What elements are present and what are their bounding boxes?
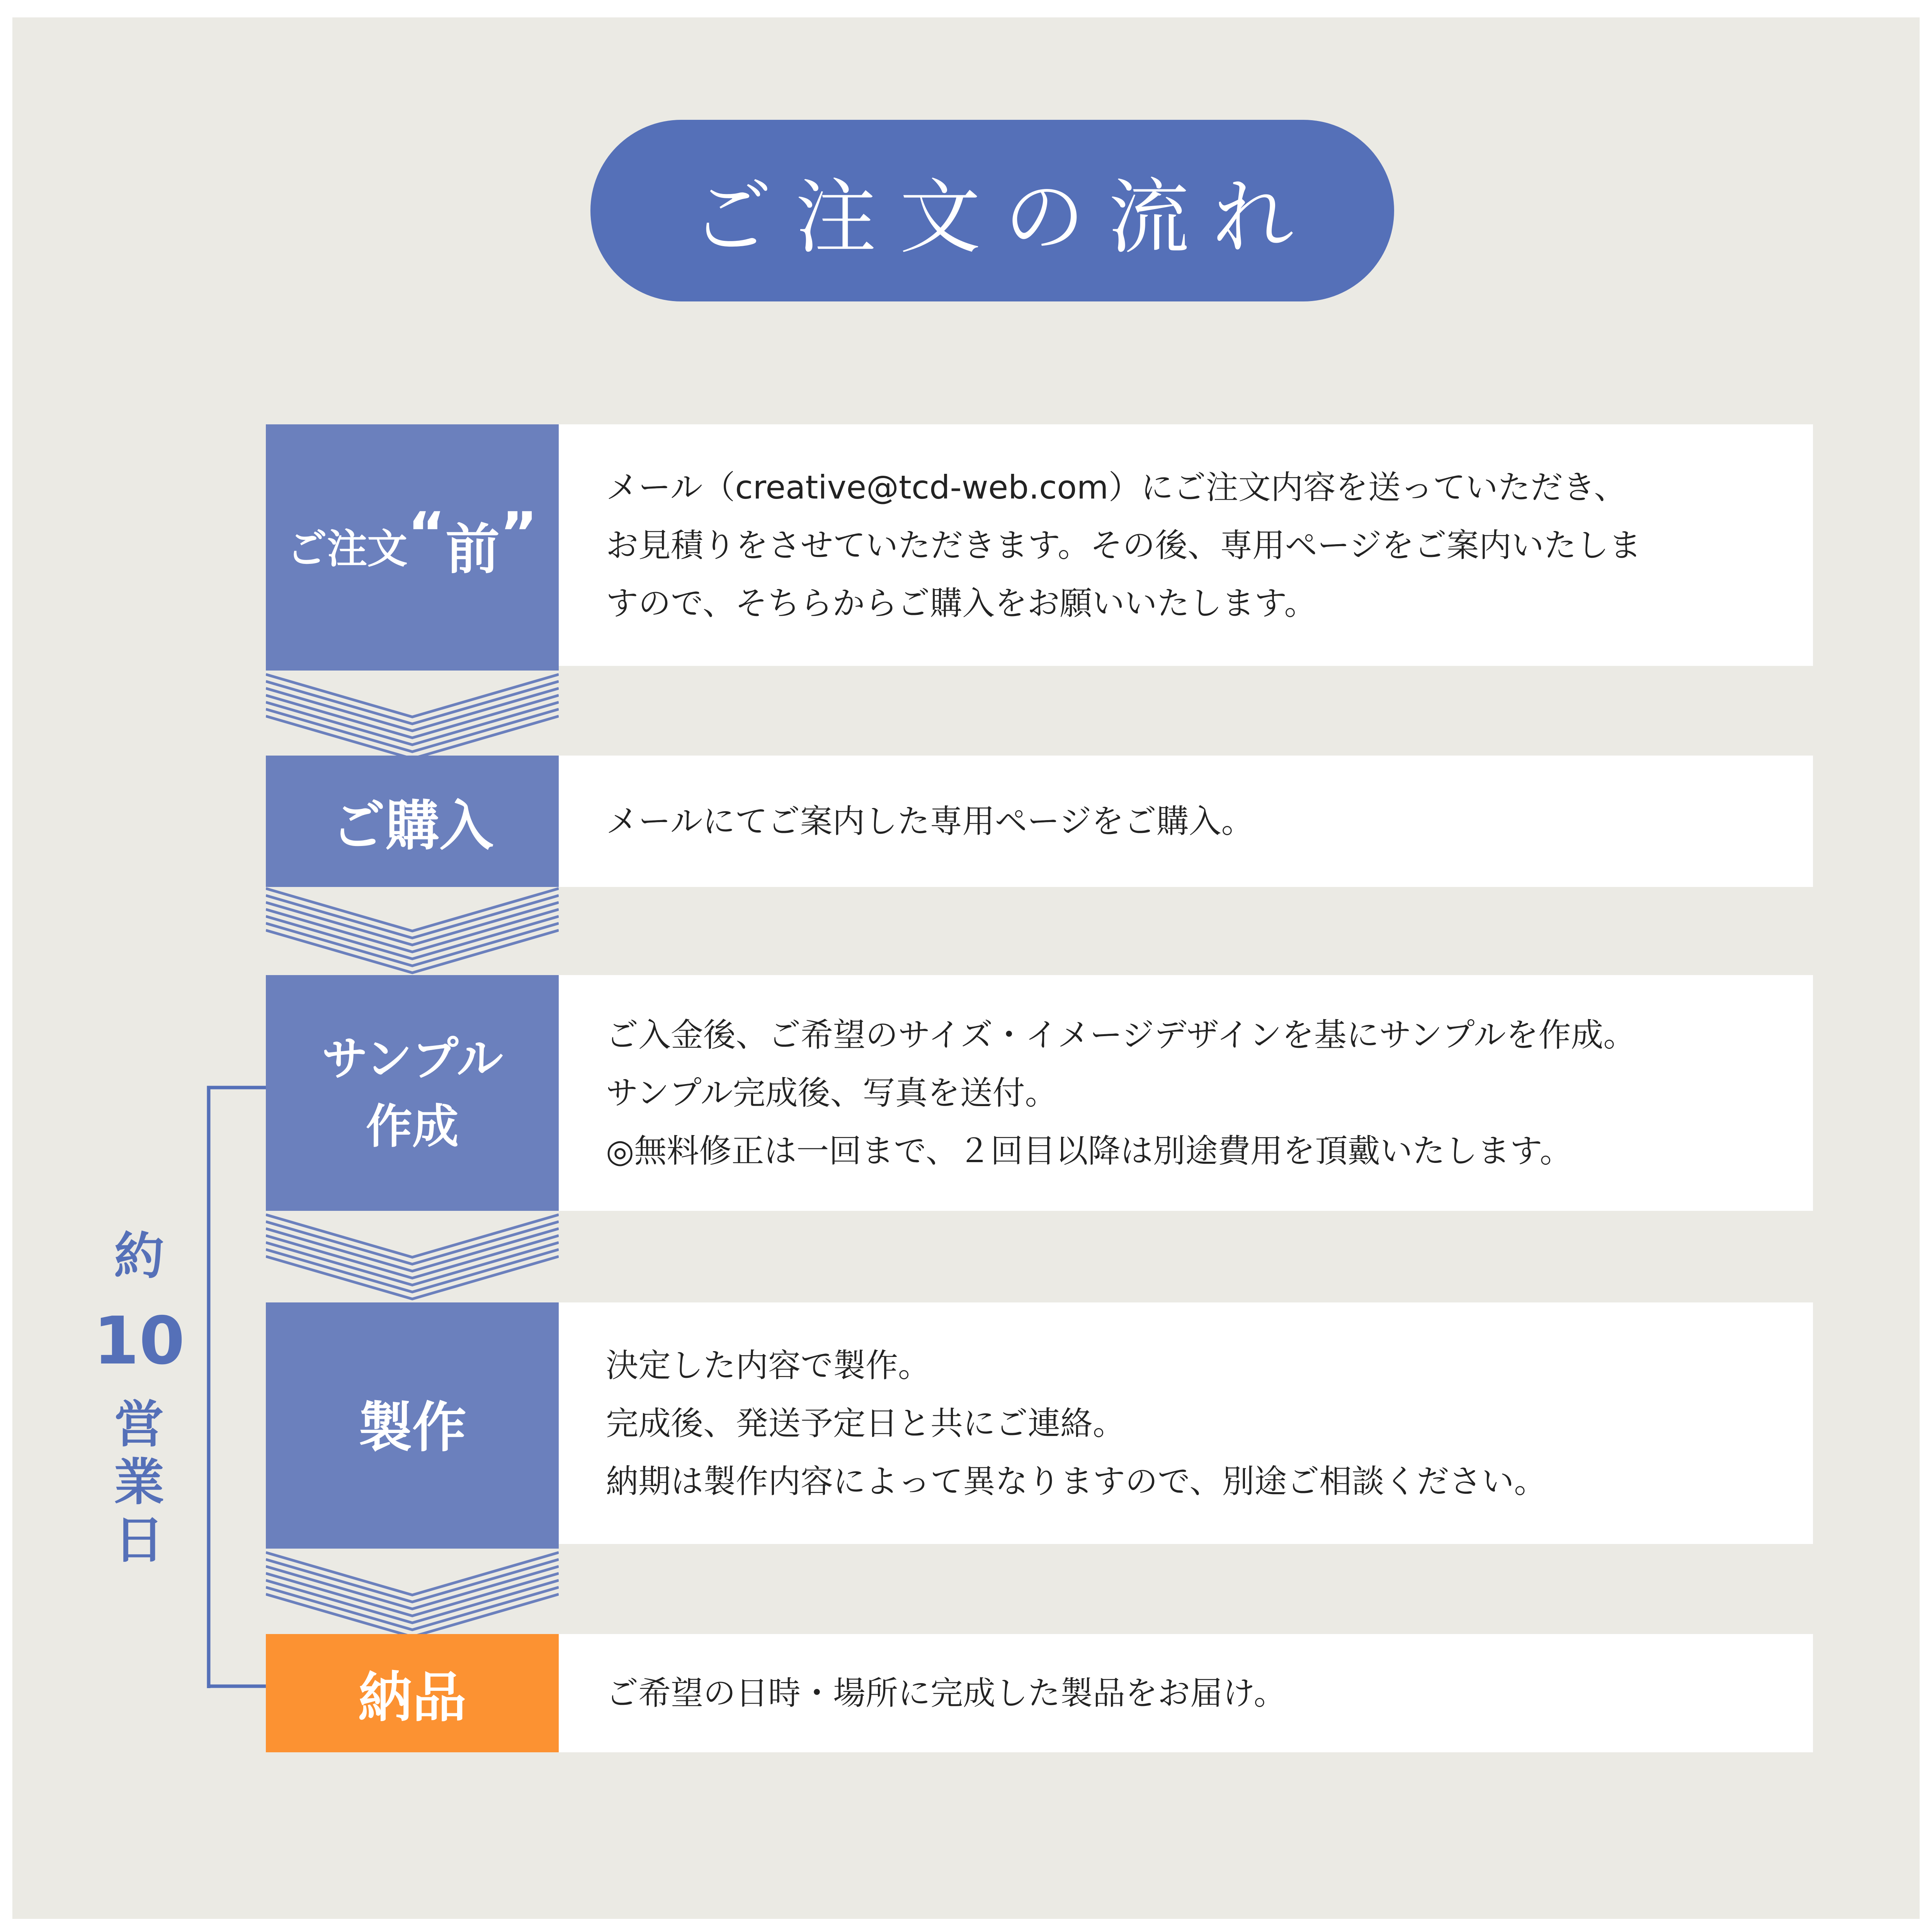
step-description-production (559, 1302, 1813, 1544)
step-arrow-down-icon (266, 887, 559, 976)
step-label-delivery-text: 納品 (358, 1666, 466, 1729)
duration-unit-3: 日 (114, 1511, 164, 1569)
step-description-pre-order (559, 424, 1813, 666)
step-label-sample-line2: 作成 (366, 1100, 459, 1154)
step-label-delivery (266, 1634, 559, 1752)
step-label-pre-order (266, 424, 559, 666)
step-arrow-down-icon (266, 666, 559, 763)
step-label-purchase (266, 756, 559, 887)
description-line: お見積りをさせていただきます。その後、専用ページをご案内いたしま (606, 526, 1641, 564)
description-line: ご入金後、ご希望のサイズ・イメージデザインを基にサンプルを作成。 (606, 1016, 1636, 1054)
step-description-sample (559, 975, 1813, 1211)
step-description-delivery (559, 1634, 1813, 1752)
description-line: 納期は製作内容によって異なりますので、別途ご相談ください。 (606, 1462, 1547, 1500)
step-label-sample-line1: サンプル (321, 1032, 503, 1086)
description-line: すので、そちらからご購入をお願いいたします。 (606, 584, 1317, 622)
step-label-purchase-text: ご購入 (331, 794, 493, 858)
duration-unit-1: 営 (114, 1395, 164, 1454)
step-label-production (266, 1302, 559, 1544)
description-line: ◎無料修正は一回まで、２回目以降は別途費用を頂戴いたします。 (606, 1132, 1572, 1170)
close-quote: ” (500, 500, 538, 567)
description-line: メールにてご案内した専用ページをご購入。 (606, 802, 1254, 840)
duration-prefix: 約 (114, 1227, 164, 1285)
duration-number: 10 (93, 1303, 185, 1379)
title-banner (590, 120, 1394, 301)
step-arrow-down-icon (266, 1544, 559, 1641)
description-line: 決定した内容で製作。 (606, 1346, 931, 1384)
description-line: ご希望の日時・場所に完成した製品をお届け。 (606, 1674, 1286, 1712)
step-label-pre-order-text: ご注文 (287, 525, 408, 572)
page-title: ご注文の流れ (690, 170, 1317, 265)
step-label-sample (266, 975, 559, 1211)
open-quote: “ (407, 500, 446, 567)
description-line: サンプル完成後、写真を送付。 (606, 1074, 1058, 1112)
duration-bracket (206, 1085, 267, 1688)
duration-unit-2: 業 (114, 1453, 164, 1512)
step-arrow-down-icon (266, 1211, 559, 1304)
description-line: 完成後、発送予定日と共にご連絡。 (606, 1404, 1126, 1442)
step-label-pre-order-emphasis: 前 (446, 518, 500, 581)
description-line: メール（creative@tcd-web.com）にご注文内容を送っていただき、 (606, 468, 1627, 506)
step-label-production-text: 製作 (358, 1396, 466, 1459)
step-description-purchase (559, 756, 1813, 887)
